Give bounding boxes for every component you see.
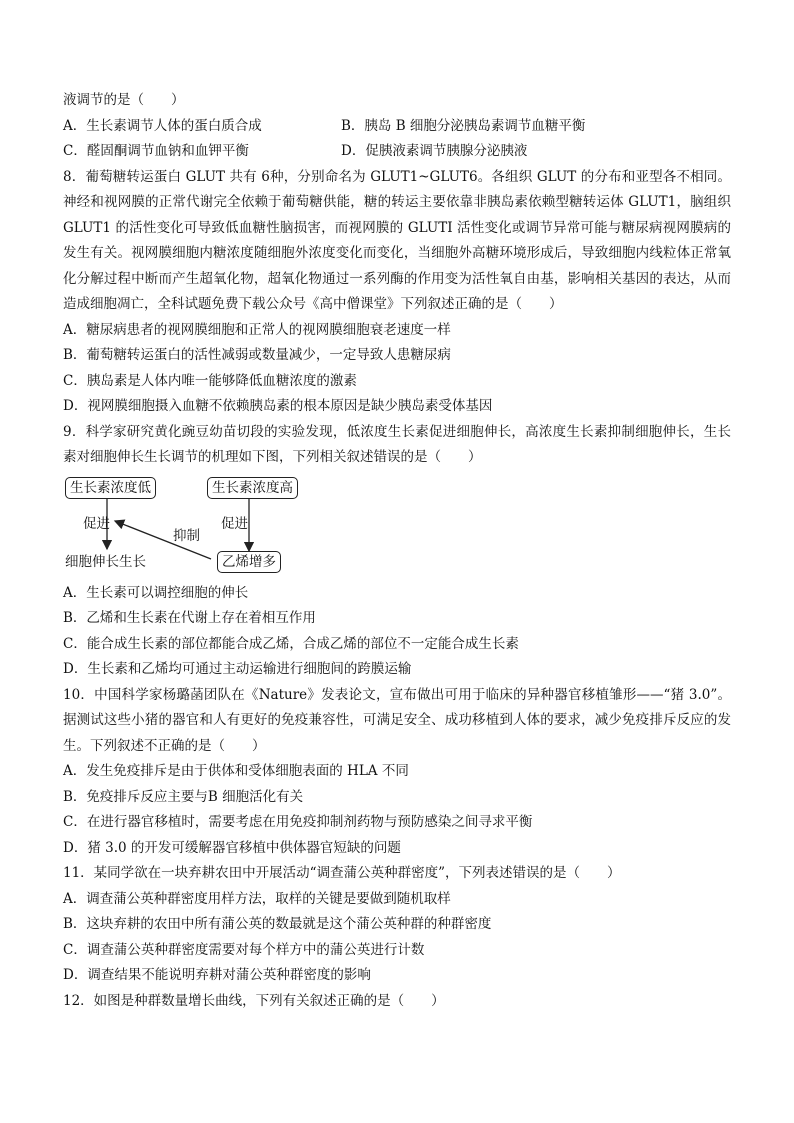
inhibit-label: 抑制	[173, 527, 200, 544]
q8-option-c: C．胰岛素是人体内唯一能够降低血糖浓度的激素	[63, 372, 357, 389]
q7-options-ab	[63, 114, 731, 140]
q8-option-b: B．葡萄糖转运蛋白的活性减弱或数量减少，一定导致人患糖尿病	[63, 347, 451, 363]
q9-option-c: C．能合成生长素的部位都能合成乙烯，合成乙烯的部位不一定能合成生长素	[63, 635, 519, 652]
q11-stem: 11．某同学欲在一块弃耕农田中开展活动“调查蒲公英种群密度”，下列表述错误的是（ ）	[63, 865, 621, 881]
q9-option-b: B．乙烯和生长素在代谢上存在着相互作用	[63, 610, 316, 626]
q10-option-b: B．免疫排斥反应主要与B 细胞活化有关	[63, 788, 304, 805]
ethylene-box: 乙烯增多	[217, 551, 281, 573]
promote-label-left: 促进	[83, 515, 110, 532]
auxin-high-box: 生长素浓度高	[207, 477, 298, 499]
cell-growth-label: 细胞伸长生长	[65, 553, 146, 570]
q7-tail: 液调节的是（ ）	[63, 92, 185, 108]
exam-page	[63, 88, 731, 1014]
q7-option-b: B．胰岛 B 细胞分泌胰岛素调节血糖平衡	[341, 117, 586, 134]
auxin-low-box: 生长素浓度低	[65, 477, 156, 499]
q12-stem: 12．如图是种群数量增长曲线，下列有关叙述正确的是（ ）	[63, 992, 445, 1009]
q10-option-a: A．发生免疫排斥是由于供体和受体细胞表面的 HLA 不同	[63, 763, 409, 779]
q11-option-d: D．调查结果不能说明弃耕对蒲公英种群密度的影响	[63, 967, 371, 983]
q10-option-d: D．猪 3.0 的开发可缓解器官移植中供体器官短缺的问题	[63, 839, 401, 856]
q8-option-a: A．糖尿病患者的视网膜细胞和正常人的视网膜细胞衰老速度一样	[63, 321, 451, 338]
promote-label-right: 促进	[221, 515, 248, 532]
q7-option-c: C．醛固酮调节血钠和血钾平衡	[63, 143, 249, 159]
q7-option-a: A．生长素调节人体的蛋白质合成	[63, 117, 262, 134]
q10-option-c: C．在进行器官移植时，需要考虑在用免疫抑制剂药物与预防感染之间寻求平衡	[63, 814, 533, 830]
q9-stem: 9．科学家研究黄化豌豆幼苗切段的实验发现，低浓度生长素促进细胞伸长，高浓度生长素抑制细胞伸长，生长素对细胞伸长生长调节的机理如下图，下列相关叙述错误的是（ ）	[63, 423, 731, 465]
q11-option-c: C．调查蒲公英种群密度需要对每个样方中的蒲公英进行计数	[63, 941, 425, 958]
q9-option-d: D．生长素和乙烯均可通过主动运输进行细胞间的跨膜运输	[63, 661, 412, 677]
q11-option-b: B．这块弃耕的农田中所有蒲公英的数最就是这个蒲公英种群的种群密度	[63, 916, 492, 932]
q8-stem: 8．葡萄糖转运蛋白 GLUT 共有 6种，分别命名为 GLUT1~GLUT6。各组织 GLUT 的分布和亚型各不相同。神经和视网膜的正常代谢完全依赖于葡萄糖供能，糖的转运主要依靠非胰岛素依赖型糖转运体 GLUT1，脑组织 GLUT1 的活性变化可导致低血糖性脑损害，而视网膜的 GLUTI 活性变化或调节异常可能与糖尿病视网膜病的发生有关。视网膜细胞内糖浓度随细胞外浓度变化而变化，当细胞外高糖环境形成后，导致细胞内线粒体正常氧化分解过程中断而产生超氧化物，超氧化物通过一系列酶的作用变为活性氧自由基，影响相关基因的表达，从而造成细胞凋亡，全科试题免费下载公众号《高中僧课堂》下列叙述正确的是（ ）	[63, 168, 731, 312]
q11-option-a: A．调查蒲公英种群密度用样方法，取样的关键是要做到随机取样	[63, 890, 451, 907]
auxin-ethylene-diagram	[63, 477, 303, 577]
q9-option-a: A．生长素可以调控细胞的伸长	[63, 584, 249, 601]
q10-stem: 10．中国科学家杨璐菡团队在《Nature》发表论文，宣布做出可用于临床的异种器官移植雏形——“猪 3.0”。据测试这些小猪的器官和人有更好的免疫兼容性，可满足安全、成功移植到人体的要求，减少免疫排斥反应的发生。下列叙述不正确的是（ ）	[63, 686, 731, 754]
q8-option-d: D．视网膜细胞摄入血糖不依赖胰岛素的根本原因是缺少胰岛素受体基因	[63, 398, 493, 414]
q7-options-cd	[63, 139, 731, 165]
q7-option-d: D．促胰液素调节胰腺分泌胰液	[341, 143, 528, 159]
